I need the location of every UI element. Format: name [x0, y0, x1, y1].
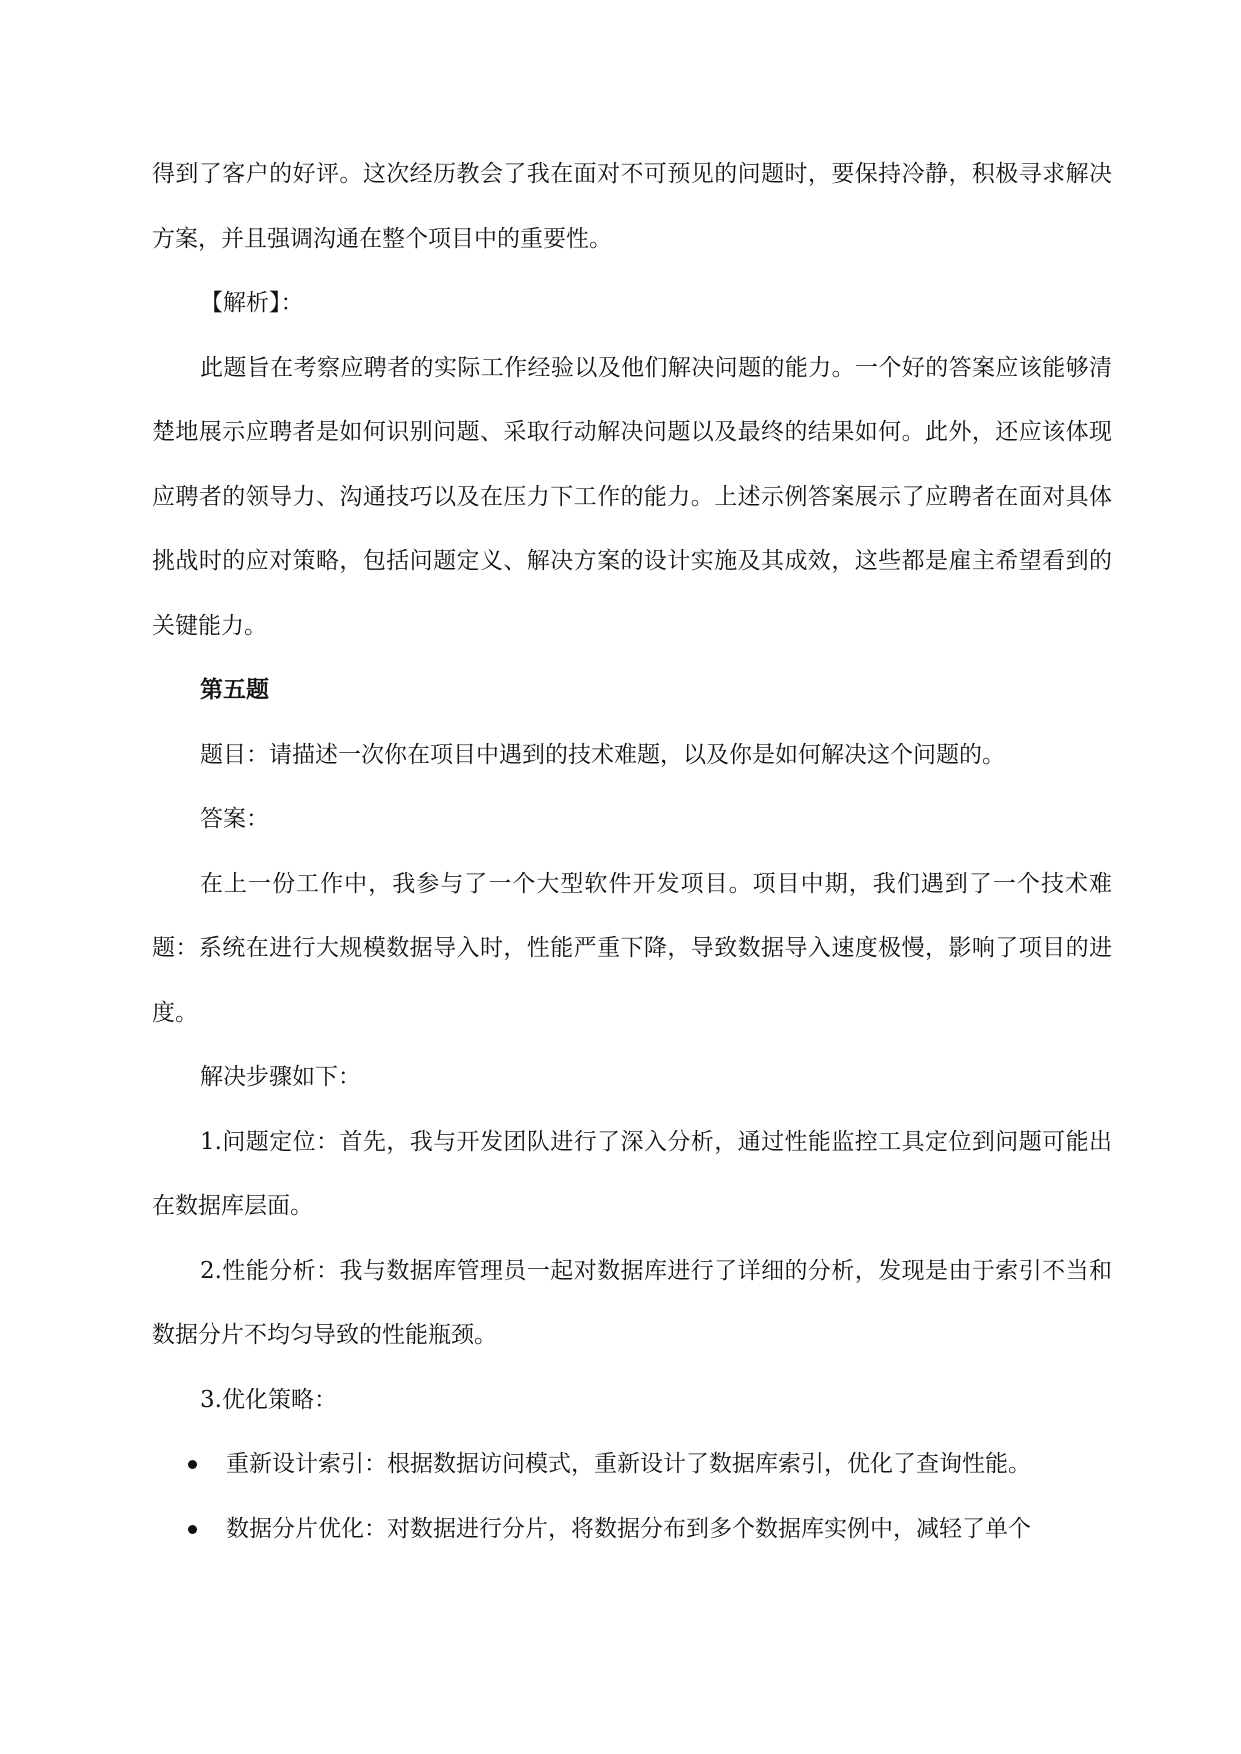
answer-paragraph: 在上一份工作中，我参与了一个大型软件开发项目。项目中期，我们遇到了一个技术难题：系统在进行大规模数据导入时，性能严重下降，导致数据导入速度极慢，影响了项目的进度。: [152, 870, 1112, 1026]
question-heading: 第五题: [200, 677, 269, 703]
strategy-list: [152, 1432, 1112, 1561]
list-item-text: 数据分片优化：对数据进行分片，将数据分布到多个数据库实例中，减轻了单个: [226, 1515, 1031, 1542]
paragraph-continuation: 得到了客户的好评。这次经历教会了我在面对不可预见的问题时，要保持冷静，积极寻求解决方案，并且强调沟通在整个项目中的重要性。: [152, 161, 1112, 252]
bullet-icon: [188, 1460, 197, 1469]
analysis-paragraph: 此题旨在考察应聘者的实际工作经验以及他们解决问题的能力。一个好的答案应该能够清楚地展示应聘者是如何识别问题、采取行动解决问题以及最终的结果如何。此外，还应该体现应聘者的领导力、沟通技巧以及在压力下工作的能力。上述示例答案展示了应聘者在面对具体挑战时的应对策略，包括问题定义、解决方案的设计实施及其成效，这些都是雇主希望看到的关键能力。: [152, 354, 1112, 639]
answer-label: 答案：: [200, 806, 269, 832]
list-item: [152, 1432, 1112, 1497]
step-3: 3.优化策略：: [200, 1386, 337, 1413]
question-prompt: 题目：请描述一次你在项目中遇到的技术难题，以及你是如何解决这个问题的。: [200, 741, 1005, 768]
step-1: 1.问题定位：首先，我与开发团队进行了深入分析，通过性能监控工具定位到问题可能出在数据库层面。: [152, 1128, 1112, 1219]
step-2: 2.性能分析：我与数据库管理员一起对数据库进行了详细的分析，发现是由于索引不当和数据分片不均匀导致的性能瓶颈。: [152, 1257, 1112, 1348]
bullet-icon: [188, 1525, 197, 1534]
list-item: [152, 1497, 1112, 1562]
analysis-label: 【解析】：: [200, 290, 304, 316]
steps-intro: 解决步骤如下：: [200, 1064, 361, 1090]
document-body: [152, 142, 1112, 1561]
list-item-text: 重新设计索引：根据数据访问模式，重新设计了数据库索引，优化了查询性能。: [226, 1451, 1031, 1477]
